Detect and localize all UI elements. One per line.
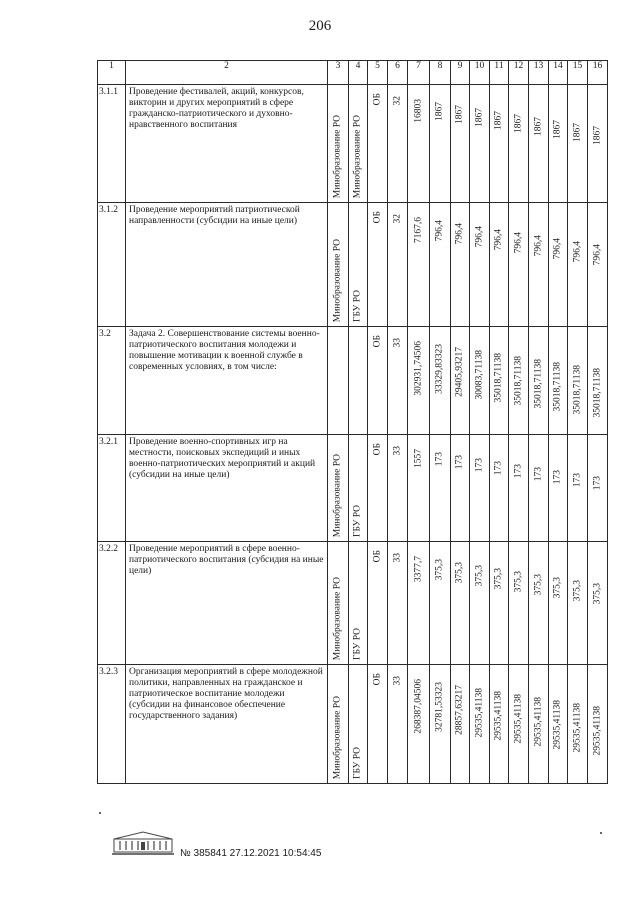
table-row — [98, 435, 608, 542]
amount-value: 1867 — [552, 120, 563, 139]
code: 32 — [392, 214, 402, 224]
code-cell — [388, 85, 408, 203]
header-cell: 4 — [349, 61, 368, 85]
participant-cell — [349, 203, 368, 327]
amount-value-cell — [451, 542, 470, 665]
participant: ГБУ РО — [352, 628, 363, 660]
amount-value: 7167,6 — [413, 217, 423, 244]
responsible-executor: Минобразование РО — [332, 238, 343, 322]
amount-value: 375,3 — [552, 577, 563, 599]
responsible-executor: Минобразование РО — [332, 695, 343, 779]
activity-name-cell — [126, 203, 328, 327]
amount-value: 796,4 — [572, 241, 582, 263]
amount-value: 35018,71138 — [552, 362, 563, 412]
amount-value-cell — [408, 665, 430, 784]
amount-value: 29535,41138 — [572, 703, 582, 753]
table-row — [98, 327, 608, 435]
amount-value: 35018,71138 — [533, 359, 543, 409]
funding-source: ОБ — [372, 550, 382, 563]
amount-value: 375,3 — [474, 565, 484, 587]
amount-value-cell — [529, 542, 549, 665]
scan-speck — [99, 812, 101, 814]
amount-value-cell — [430, 203, 451, 327]
row-number: 3.1.2 — [99, 205, 118, 215]
activity-name: Задача 2. Совершенствование системы военно-патриотического воспитания молодежи и повышение мотивации к военной службе в современных условиях, в том числе: — [129, 329, 320, 372]
amount-value: 173 — [454, 455, 465, 470]
amount-value: 173 — [592, 476, 602, 491]
code-cell — [388, 665, 408, 784]
amount-value-cell — [549, 665, 568, 784]
amount-value: 375,3 — [572, 580, 582, 602]
amount-value: 3377,7 — [413, 556, 423, 583]
amount-value: 173 — [513, 464, 523, 479]
amount-value-cell — [588, 542, 608, 665]
header-cell: 12 — [509, 61, 529, 85]
responsible-executor-cell — [328, 542, 349, 665]
amount-value-cell — [549, 203, 568, 327]
amount-value: 1867 — [572, 123, 582, 142]
code: 33 — [392, 338, 402, 348]
participant-cell — [349, 85, 368, 203]
code: 33 — [392, 553, 402, 563]
amount-value-cell — [588, 203, 608, 327]
amount-value-cell — [549, 435, 568, 542]
row-number-cell — [98, 203, 126, 327]
amount-value-cell — [588, 85, 608, 203]
header-cell: 3 — [328, 61, 349, 85]
amount-value-cell — [568, 542, 588, 665]
amount-value: 1867 — [474, 108, 484, 127]
amount-value-cell — [470, 203, 490, 327]
amount-value-cell — [451, 203, 470, 327]
amount-value: 29535,41138 — [474, 688, 484, 738]
amount-value-cell — [509, 327, 529, 435]
activity-name-cell — [126, 85, 328, 203]
amount-value: 375,3 — [454, 562, 465, 584]
amount-value-cell — [509, 542, 529, 665]
amount-value-cell — [588, 435, 608, 542]
responsible-executor-cell — [328, 665, 349, 784]
amount-value: 1867 — [592, 126, 602, 145]
header-cell: 6 — [388, 61, 408, 85]
amount-value: 29535,41138 — [493, 691, 504, 741]
row-number-cell — [98, 542, 126, 665]
amount-value: 29535,41138 — [552, 700, 563, 750]
amount-value: 173 — [493, 461, 504, 476]
amount-value-cell — [430, 327, 451, 435]
header-cell: 14 — [549, 61, 568, 85]
header-row — [98, 61, 608, 85]
row-number-cell — [98, 665, 126, 784]
amount-value-cell — [408, 327, 430, 435]
code-cell — [388, 203, 408, 327]
amount-value: 375,3 — [592, 583, 602, 605]
funding-source-cell — [368, 327, 388, 435]
amount-value: 796,4 — [493, 229, 504, 251]
amount-value-cell — [430, 665, 451, 784]
code: 32 — [392, 96, 402, 106]
amount-value: 173 — [474, 458, 484, 473]
participant-cell — [349, 435, 368, 542]
amount-value-cell — [509, 203, 529, 327]
amount-value: 796,4 — [533, 235, 543, 257]
amount-value-cell — [490, 665, 509, 784]
participant: ГБУ РО — [352, 505, 363, 537]
amount-value-cell — [529, 327, 549, 435]
amount-value-cell — [451, 435, 470, 542]
funding-source: ОБ — [372, 211, 382, 224]
amount-value-cell — [549, 85, 568, 203]
amount-value-cell — [451, 85, 470, 203]
activity-name: Проведение мероприятий в сфере военно-патриотического воспитания (субсидия на иные цели) — [129, 544, 324, 576]
amount-value-cell — [470, 327, 490, 435]
amount-value-cell — [490, 542, 509, 665]
amount-value: 30083,71138 — [474, 350, 484, 400]
amount-value-cell — [430, 85, 451, 203]
amount-value-cell — [529, 665, 549, 784]
responsible-executor-cell — [328, 203, 349, 327]
amount-value: 33329,83323 — [434, 344, 445, 394]
header-cell: 11 — [490, 61, 509, 85]
amount-value-cell — [430, 542, 451, 665]
scan-speck — [600, 832, 602, 834]
code-cell — [388, 327, 408, 435]
amount-value: 1867 — [434, 102, 445, 121]
row-number-cell — [98, 435, 126, 542]
amount-value-cell — [470, 85, 490, 203]
participant-cell — [349, 542, 368, 665]
amount-value: 35018,71138 — [572, 365, 582, 415]
header-cell: 10 — [470, 61, 490, 85]
activity-name-cell — [126, 327, 328, 435]
amount-value-cell — [549, 327, 568, 435]
responsible-executor-cell — [328, 435, 349, 542]
amount-value: 16803 — [413, 99, 423, 123]
amount-value: 1867 — [454, 105, 465, 124]
amount-value-cell — [490, 203, 509, 327]
row-number: 3.1.1 — [99, 87, 118, 97]
amount-value-cell — [549, 542, 568, 665]
activity-name: Проведение военно-спортивных игр на местности, поисковых экспедиций и иных военно-патриотических мероприятий и акций (субсидии на иные цели) — [129, 437, 316, 480]
amount-value-cell — [408, 203, 430, 327]
amount-value: 1867 — [493, 111, 504, 130]
amount-value: 173 — [434, 452, 445, 467]
amount-value-cell — [451, 665, 470, 784]
amount-value-cell — [470, 665, 490, 784]
amount-value: 302931,74506 — [413, 341, 423, 396]
amount-value: 29535,41138 — [513, 694, 523, 744]
amount-value-cell — [588, 665, 608, 784]
table-row — [98, 542, 608, 665]
responsible-executor: Минобразование РО — [332, 453, 343, 537]
amount-value: 375,3 — [434, 559, 445, 581]
header-cell: 15 — [568, 61, 588, 85]
funding-source: ОБ — [372, 443, 382, 456]
amount-value: 796,4 — [434, 220, 445, 242]
funding-source: ОБ — [372, 335, 382, 348]
amount-value-cell — [408, 435, 430, 542]
amount-value-cell — [509, 435, 529, 542]
amount-value: 35018,71138 — [513, 356, 523, 406]
header-cell: 9 — [451, 61, 470, 85]
amount-value-cell — [490, 435, 509, 542]
amount-value: 375,3 — [493, 568, 504, 590]
responsible-executor-cell — [328, 85, 349, 203]
code: 33 — [392, 676, 402, 686]
row-number: 3.2 — [99, 329, 111, 339]
amount-value: 35018,71138 — [493, 353, 504, 403]
participant-cell — [349, 665, 368, 784]
activity-name-cell — [126, 665, 328, 784]
amount-value: 1557 — [413, 449, 423, 468]
header-cell: 13 — [529, 61, 549, 85]
header-cell: 8 — [430, 61, 451, 85]
activity-name-cell — [126, 542, 328, 665]
participant-cell — [349, 327, 368, 435]
funding-source-cell — [368, 85, 388, 203]
participant: Минобразование РО — [352, 114, 363, 198]
amount-value: 268387,04506 — [413, 679, 423, 734]
funding-source-cell — [368, 203, 388, 327]
table-row — [98, 203, 608, 327]
amount-value: 32781,53323 — [434, 682, 445, 732]
amount-value: 29405,93217 — [454, 347, 465, 397]
activity-name-cell — [126, 435, 328, 542]
funding-source: ОБ — [372, 93, 382, 106]
amount-value-cell — [529, 203, 549, 327]
amount-value-cell — [509, 665, 529, 784]
funding-source: ОБ — [372, 673, 382, 686]
amount-value-cell — [529, 435, 549, 542]
code-cell — [388, 435, 408, 542]
amount-value: 1867 — [533, 117, 543, 136]
amount-value-cell — [470, 542, 490, 665]
header-cell: 2 — [126, 61, 328, 85]
amount-value-cell — [490, 327, 509, 435]
funding-source-cell — [368, 542, 388, 665]
amount-value: 28857,63217 — [454, 685, 465, 735]
row-number: 3.2.3 — [99, 667, 118, 677]
amount-value-cell — [588, 327, 608, 435]
amount-value: 29535,41138 — [592, 706, 602, 756]
amount-value-cell — [509, 85, 529, 203]
activity-name: Проведение фестивалей, акций, конкурсов, викторин и других мероприятий в сфере гражданско-патриотического и духовно-нравственного воспитания — [129, 87, 304, 130]
amount-value-cell — [568, 327, 588, 435]
building-stamp-icon — [112, 830, 174, 856]
amount-value: 796,4 — [474, 226, 484, 248]
amount-value-cell — [430, 435, 451, 542]
program-table — [97, 60, 608, 784]
responsible-executor-cell — [328, 327, 349, 435]
amount-value: 375,3 — [533, 574, 543, 596]
amount-value-cell — [568, 435, 588, 542]
amount-value-cell — [470, 435, 490, 542]
amount-value: 173 — [533, 467, 543, 482]
page-number: 206 — [308, 18, 332, 34]
row-number: 3.2.2 — [99, 544, 118, 554]
row-number-cell — [98, 327, 126, 435]
code-cell — [388, 542, 408, 665]
amount-value-cell — [490, 85, 509, 203]
row-number-cell — [98, 85, 126, 203]
amount-value: 796,4 — [513, 232, 523, 254]
amount-value-cell — [451, 327, 470, 435]
table-row — [98, 85, 608, 203]
amount-value-cell — [568, 203, 588, 327]
header-cell: 5 — [368, 61, 388, 85]
amount-value: 29535,41138 — [533, 697, 543, 747]
amount-value-cell — [568, 85, 588, 203]
responsible-executor: Минобразование РО — [332, 576, 343, 660]
funding-source-cell — [368, 435, 388, 542]
amount-value: 1867 — [513, 114, 523, 133]
amount-value-cell — [408, 85, 430, 203]
document-footer — [104, 828, 604, 888]
amount-value: 375,3 — [513, 571, 523, 593]
amount-value: 796,4 — [454, 223, 465, 245]
responsible-executor: Минобразование РО — [332, 114, 343, 198]
header-cell: 1 — [98, 61, 126, 85]
amount-value: 173 — [552, 470, 563, 485]
amount-value: 796,4 — [552, 238, 563, 260]
table-row — [98, 665, 608, 784]
funding-source-cell — [368, 665, 388, 784]
amount-value: 35018,71138 — [592, 368, 602, 418]
amount-value-cell — [529, 85, 549, 203]
participant: ГБУ РО — [352, 747, 363, 779]
activity-name: Организация мероприятий в сфере молодежной политики, направленных на гражданское и патриотическое воспитание молодежи (субсидии на финансовое обеспечение государственного задания) — [129, 667, 323, 721]
header-cell: 16 — [588, 61, 608, 85]
row-number: 3.2.1 — [99, 437, 118, 447]
code: 33 — [392, 446, 402, 456]
amount-value: 796,4 — [592, 244, 602, 266]
activity-name: Проведение мероприятий патриотической направленности (субсидии на иные цели) — [129, 205, 300, 226]
amount-value-cell — [408, 542, 430, 665]
amount-value-cell — [568, 665, 588, 784]
amount-value: 173 — [572, 473, 582, 488]
header-cell: 7 — [408, 61, 430, 85]
document-signature: № 385841 27.12.2021 10:54:45 — [180, 848, 322, 859]
participant: ГБУ РО — [352, 290, 363, 322]
